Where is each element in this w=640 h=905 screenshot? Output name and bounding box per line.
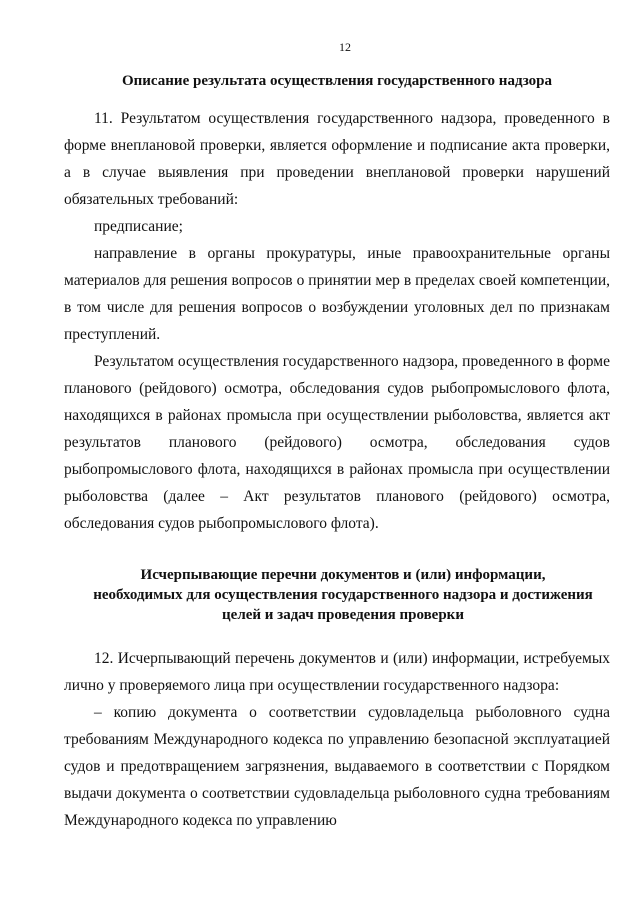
paragraph-11: 11. Результатом осуществления государственного надзора, проведенного в форме внеплановой проверки, является оформление и подписание акта проверки, а в случае выявления при проведении внеплановой проверки нарушений обязательных требований:: [64, 110, 610, 208]
heading-line: целей и задач проведения проверки: [222, 607, 464, 623]
page-number: 12: [339, 40, 351, 54]
section-heading-result: Описание результата осуществления государственного надзора: [121, 73, 553, 89]
paragraph-prescription: предписание;: [94, 218, 183, 235]
paragraph-12: 12. Исчерпывающий перечень документов и (или) информации, истребуемых лично у проверяемого лица при осуществлении государственного надзора:: [64, 650, 610, 694]
paragraph-raid-inspection-result: Результатом осуществления государственного надзора, проведенного в форме планового (рейдового) осмотра, обследования судов рыбопромыслового флота, находящихся в районах промысла при осуществлении рыболовства, является акт результатов планового (рейдового) осмотра, обследования судов рыбопромыслового флота, находящихся в районах промысла при осуществлении рыболовства (далее – Акт результатов планового (рейдового) осмотра, обследования судов рыбопромыслового флота).: [64, 353, 610, 532]
heading-line: Исчерпывающие перечни документов и (или) информации,: [140, 567, 546, 583]
list-item-document-copy: – копию документа о соответствии судовладельца рыболовного судна требованиям Международного кодекса по управлению безопасной эксплуатацией судов и предотвращением загрязнения, выдаваемого в соответствии с Порядком выдачи документа о соответствии судовладельца рыболовного судна требованиям Международного кодекса по управлению: [64, 704, 610, 829]
section-heading-documents: [64, 565, 610, 625]
heading-line: необходимых для осуществления государственного надзора и достижения: [93, 587, 593, 603]
paragraph-prosecution: направление в органы прокуратуры, иные правоохранительные органы материалов для решения вопросов о принятии мер в пределах своей компетенции, в том числе для решения вопросов о возбуждении уголовных дел по признакам преступлений.: [64, 245, 610, 343]
